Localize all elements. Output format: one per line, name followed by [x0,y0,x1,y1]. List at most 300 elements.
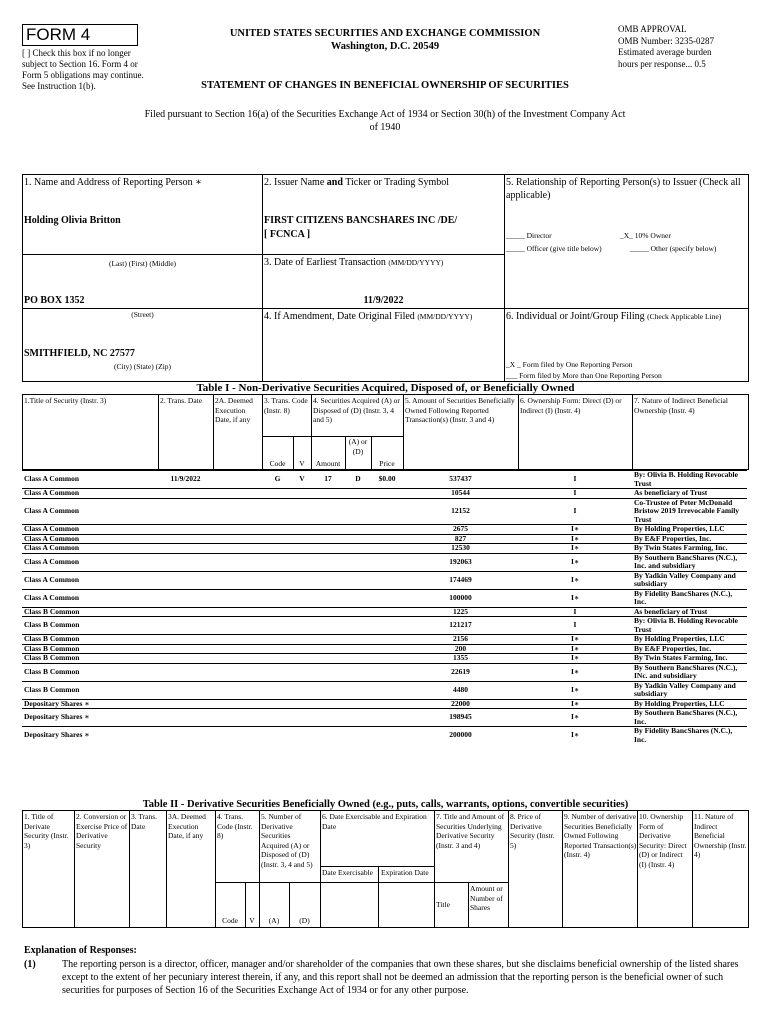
t2-sub-amount: Amount or Number of Shares [470,884,503,912]
row-title: Depositary Shares ∗ [22,699,158,709]
table-row [22,498,747,525]
row-code: G [262,471,293,489]
table-row [22,663,747,681]
row-form: I∗ [518,635,632,645]
t1-sub-code: Code [269,459,286,468]
row-price [371,663,403,681]
row-code [262,727,293,745]
table-row [22,635,747,645]
row-amount [311,571,345,589]
row-code [262,654,293,664]
t2-sub-v: V [249,916,255,925]
row-title: Class B Common [22,663,158,681]
row-nature: By Southern BancShares (N.C.), Inc. and subsidiary [632,553,747,571]
issuer-ticker: [ FCNCA ] [264,229,311,240]
t2-sub-d: (D) [299,916,310,925]
row-v [293,489,311,499]
row-v [293,663,311,681]
row-aord [345,727,371,745]
row-form: I [518,607,632,617]
t2-col5: 5. Number of Derivative Securities Acquired (A) or Disposed of (D) (Instr. 3, 4 and 5) [261,812,313,869]
row-v [293,617,311,635]
row-v [293,498,311,525]
row-code [262,571,293,589]
table-row [22,571,747,589]
row-v [293,709,311,727]
row-title: Class A Common [22,498,158,525]
row-title: Class A Common [22,525,158,535]
row-form: I∗ [518,589,632,607]
row-date [158,644,213,654]
row-code [262,553,293,571]
explanation-heading: Explanation of Responses: [24,945,137,956]
name-caption: (Last) (First) (Middle) [108,259,177,268]
row-date [158,525,213,535]
row-date [158,607,213,617]
street-caption: (Street) [131,310,154,319]
row-v [293,544,311,554]
row-amount [311,654,345,664]
row-aord [345,534,371,544]
row-aord [345,553,371,571]
row-owned: 1225 [403,607,518,617]
row-title: Class B Common [22,644,158,654]
row-nature: By Fidelity BancShares (N.C.), Inc. [632,727,747,745]
row-aord [345,498,371,525]
row-deemed [213,571,262,589]
row-owned: 198945 [403,709,518,727]
t2-sub-exp: Expiration Date [381,868,429,877]
row-owned: 192063 [403,553,518,571]
row-title: Class B Common [22,617,158,635]
t2-col8: 8. Price of Derivative Security (Instr. 5) [510,812,555,850]
row-deemed [213,489,262,499]
row-nature: As beneficiary of Trust [632,607,747,617]
row-title: Depositary Shares ∗ [22,709,158,727]
t2-col4: 4. Trans. Code (Instr. 8) [217,812,253,840]
row-form: I∗ [518,699,632,709]
box5-label: 5. Relationship of Reporting Person(s) to Issuer (Check all applicable) [506,177,741,201]
row-nature: By Holding Properties, LLC [632,635,747,645]
row-deemed [213,525,262,535]
box2-label [264,176,449,189]
city-state-zip: SMITHFIELD, NC 27577 [24,348,135,359]
row-deemed [213,699,262,709]
row-date [158,654,213,664]
row-code [262,644,293,654]
street-address: PO BOX 1352 [24,295,85,306]
box2-label-and: and [326,177,343,188]
row-form: I∗ [518,534,632,544]
row-aord [345,617,371,635]
row-v [293,571,311,589]
row-deemed [213,607,262,617]
form-title: FORM 4 [22,24,138,46]
row-form: I∗ [518,571,632,589]
row-owned: 174469 [403,571,518,589]
row-form: I [518,498,632,525]
row-nature: By Southern BancShares (N.C.), INc. and subsidiary [632,663,747,681]
row-nature: By E&F Properties, Inc. [632,644,747,654]
row-price [371,553,403,571]
row-code [262,498,293,525]
row-aord: D [345,471,371,489]
row-v [293,727,311,745]
row-v [293,607,311,617]
t1-sub-aord: (A) or (D) [348,437,368,456]
row-form: I∗ [518,644,632,654]
footnote-text: The reporting person is a director, officer, manager and/or shareholder of the companies that own these shares, but she disclaims beneficial ownership of the listed shares except to the extent of her pecuniary interest therein, if any, and this report shall not be deemed an admission that the reporting person is the beneficial owner of such securities for purposes of Section 16 of the Securities Exchange Act of 1934 or for any other purpose. [62,959,739,996]
filing-one-person: _X _ Form filed by One Reporting Person [506,360,633,369]
row-date [158,635,213,645]
omb-line: Estimated average burden [618,47,712,57]
row-deemed [213,617,262,635]
table2-title: Table II - Derivative Securities Beneficially Owned (e.g., puts, calls, warrants, options, convertible securities) [142,799,629,810]
row-v [293,699,311,709]
row-amount [311,699,345,709]
row-date [158,544,213,554]
t2-col11: 11. Nature of Indirect Beneficial Ownership (Instr. 4) [694,812,747,859]
row-title: Class B Common [22,607,158,617]
row-amount [311,709,345,727]
row-amount [311,663,345,681]
row-title: Class A Common [22,544,158,554]
row-nature: By Southern BancShares (N.C.), Inc. [632,709,747,727]
row-owned: 12152 [403,498,518,525]
row-nature: By E&F Properties, Inc. [632,534,747,544]
row-amount [311,589,345,607]
row-code [262,544,293,554]
box4-label [264,310,472,323]
t2-col9: 9. Number of derivative Securities Beneficially Owned Following Reported Transaction(s) (Instr. 4) [564,812,637,859]
row-date [158,498,213,525]
row-form: I∗ [518,663,632,681]
row-form: I [518,489,632,499]
row-v [293,644,311,654]
box4-format: (MM/DD/YYYY) [417,312,473,321]
row-deemed [213,663,262,681]
agency-block [175,27,595,53]
footnote-number: (1) [24,959,36,970]
row-v [293,553,311,571]
row-aord [345,607,371,617]
city-caption: (City) (State) (Zip) [113,362,172,371]
row-amount [311,534,345,544]
agency-name: UNITED STATES SECURITIES AND EXCHANGE COMMISSION [229,28,541,39]
row-form: I∗ [518,553,632,571]
row-amount [311,553,345,571]
row-title: Class A Common [22,471,158,489]
row-form: I [518,471,632,489]
row-price [371,525,403,535]
t1-col2: 2. Trans. Date [160,396,203,405]
t1-col2a: 2A. Deemed Execution Date, if any [215,396,253,424]
row-aord [345,635,371,645]
row-nature: By Yadkin Valley Company and subsidiary [632,681,747,699]
row-title: Class B Common [22,654,158,664]
row-v [293,534,311,544]
table-row [22,489,747,499]
row-v [293,589,311,607]
row-owned: 121217 [403,617,518,635]
t1-sub-v: V [299,459,305,468]
row-amount [311,489,345,499]
row-code [262,607,293,617]
row-code [262,709,293,727]
row-amount [311,635,345,645]
table-row [22,525,747,535]
row-aord [345,644,371,654]
box4-label-text: 4. If Amendment, Date Original Filed [264,311,415,322]
table1-body [22,470,747,744]
row-aord [345,525,371,535]
t2-sub-a: (A) [268,916,280,925]
row-nature: By Twin States Farming, Inc. [632,654,747,664]
row-form: I∗ [518,709,632,727]
row-owned: 200 [403,644,518,654]
row-amount [311,525,345,535]
row-price [371,635,403,645]
row-date [158,727,213,745]
row-code [262,525,293,535]
omb-line: hours per response... 0.5 [618,58,706,69]
box2-label-b: Ticker or Trading Symbol [345,177,450,188]
row-date [158,617,213,635]
filing-more-persons: ___ Form filed by More than One Reporting Person [506,371,662,380]
row-price: $0.00 [371,471,403,489]
row-title: Class A Common [22,589,158,607]
row-owned: 2675 [403,525,518,535]
row-nature: By: Olivia B. Holding Revocable Trust [632,617,747,635]
row-owned: 200000 [403,727,518,745]
row-price [371,617,403,635]
table-row [22,589,747,607]
row-amount [311,607,345,617]
row-code [262,534,293,544]
omb-line: OMB Number: 3235-0287 [618,35,714,46]
t1-sub-amount: Amount [315,459,341,468]
row-title: Class A Common [22,571,158,589]
row-aord [345,681,371,699]
omb-approval [618,24,758,70]
row-aord [345,709,371,727]
row-code [262,489,293,499]
row-nature: By Yadkin Valley Company and subsidiary [632,571,747,589]
t1-col1: 1.Title of Security (Instr. 3) [24,396,107,405]
relationship-other: _____ Other (specify below) [630,244,717,253]
row-deemed [213,534,262,544]
row-nature: By Holding Properties, LLC [632,525,747,535]
row-price [371,699,403,709]
row-price [371,709,403,727]
table-row [22,709,747,727]
row-date [158,534,213,544]
row-amount: 17 [311,471,345,489]
box2-label-a: 2. Issuer Name [264,177,325,188]
row-nature: Co-Trustee of Peter McDonald Bristow 2019 Irrevocable Family Trust [632,498,747,525]
row-v: V [293,471,311,489]
row-price [371,489,403,499]
row-aord [345,489,371,499]
row-title: Class A Common [22,534,158,544]
row-price [371,727,403,745]
row-date [158,553,213,571]
row-price [371,544,403,554]
row-deemed [213,681,262,699]
row-date: 11/9/2022 [158,471,213,489]
table-row [22,471,747,489]
row-owned: 12530 [403,544,518,554]
t2-col6: 6. Date Exercisable and Expiration Date [322,812,427,831]
row-amount [311,727,345,745]
check-box-note: [ ] Check this box if no longer subject to Section 16. Form 4 or Form 5 obligations may continue. See Instruction 1(b). [22,48,144,91]
issuer-name: FIRST CITIZENS BANCSHARES INC /DE/ [264,215,458,226]
row-price [371,571,403,589]
row-owned: 4480 [403,681,518,699]
row-price [371,654,403,664]
t1-col4: 4. Securities Acquired (A) or Disposed of (D) (Instr. 3, 4 and 5) [313,396,400,424]
row-nature: By: Olivia B. Holding Revocable Trust [632,471,747,489]
row-amount [311,498,345,525]
row-aord [345,571,371,589]
row-amount [311,644,345,654]
row-date [158,663,213,681]
t2-col2: 2. Conversion or Exercise Price of Derivative Security [76,812,128,850]
t2-col3a: 3A. Deemed Execution Date, if any [168,812,206,840]
table-row [22,681,747,699]
omb-line: OMB APPROVAL [618,24,687,34]
row-title: Class A Common [22,489,158,499]
row-title: Class B Common [22,681,158,699]
relationship-director: _____ Director [506,231,552,240]
t1-sub-price: Price [379,459,395,468]
row-code [262,663,293,681]
row-price [371,589,403,607]
row-v [293,635,311,645]
row-aord [345,663,371,681]
row-date [158,571,213,589]
row-price [371,498,403,525]
box3-label [264,256,443,269]
box6-note: (Check Applicable Line) [647,312,722,321]
row-date [158,699,213,709]
row-owned: 537437 [403,471,518,489]
row-nature: By Fidelity BancShares (N.C.), Inc. [632,589,747,607]
row-form: I∗ [518,654,632,664]
row-code [262,699,293,709]
row-date [158,589,213,607]
row-deemed [213,498,262,525]
row-deemed [213,644,262,654]
row-owned: 22000 [403,699,518,709]
t1-col7: 7. Nature of Indirect Beneficial Ownership (Instr. 4) [634,396,728,415]
row-date [158,489,213,499]
t2-sub-code: Code [222,916,238,925]
row-v [293,681,311,699]
row-owned: 2156 [403,635,518,645]
row-deemed [213,589,262,607]
row-owned: 827 [403,534,518,544]
t1-col3: 3. Trans. Code (Instr. 8) [264,396,308,415]
row-aord [345,699,371,709]
row-form: I∗ [518,681,632,699]
box3-format: (MM/DD/YYYY) [388,258,444,267]
row-deemed [213,553,262,571]
row-nature: As beneficiary of Trust [632,489,747,499]
row-owned: 10544 [403,489,518,499]
box3-label-text: 3. Date of Earliest Transaction [264,257,386,268]
box1-label: 1. Name and Address of Reporting Person ∗ [24,177,202,188]
row-deemed [213,635,262,645]
t2-col10: 10. Ownership Form of Derivative Security: Direct (D) or Indirect (I) (Instr. 4) [639,812,687,869]
box6-label-text: 6. Individual or Joint/Group Filing [506,311,645,322]
t2-col7: 7. Title and Amount of Securities Underlying Derivative Security (Instr. 3 and 4) [436,812,505,850]
table-row [22,654,747,664]
row-owned: 100000 [403,589,518,607]
t2-sub-title: Title [436,900,450,909]
row-deemed [213,544,262,554]
row-code [262,635,293,645]
row-title: Depositary Shares ∗ [22,727,158,745]
relationship-ten-pct: _X_ 10% Owner [620,231,671,240]
t1-col5: 5. Amount of Securities Beneficially Owned Following Reported Transaction(s) (Instr. 3 and 4) [405,396,515,424]
row-code [262,681,293,699]
reporting-person-name: Holding Olivia Britton [24,215,121,226]
row-deemed [213,471,262,489]
row-date [158,681,213,699]
row-nature: By Twin States Farming, Inc. [632,544,747,554]
statement-title: STATEMENT OF CHANGES IN BENEFICIAL OWNERSHIP OF SECURITIES [201,80,569,91]
t2-col3: 3. Trans. Date [131,812,158,831]
t1-col6: 6. Ownership Form: Direct (D) or Indirect (I) (Instr. 4) [520,396,622,415]
row-v [293,654,311,664]
row-v [293,525,311,535]
box6-label [506,310,748,323]
row-deemed [213,709,262,727]
row-form: I∗ [518,544,632,554]
row-price [371,644,403,654]
row-aord [345,544,371,554]
table-row [22,727,747,745]
row-aord [345,589,371,607]
row-price [371,607,403,617]
row-form: I∗ [518,727,632,745]
row-owned: 22619 [403,663,518,681]
row-owned: 1355 [403,654,518,664]
row-price [371,681,403,699]
row-deemed [213,727,262,745]
row-deemed [213,654,262,664]
t2-sub-date-ex: Date Exercisable [322,868,374,877]
row-code [262,617,293,635]
row-aord [345,654,371,664]
row-title: Class B Common [22,635,158,645]
row-price [371,534,403,544]
row-date [158,709,213,727]
earliest-transaction-date: 11/9/2022 [363,295,404,306]
row-nature: By Holding Properties, LLC [632,699,747,709]
agency-city: Washington, D.C. 20549 [330,41,440,52]
row-amount [311,544,345,554]
row-form: I [518,617,632,635]
table-row [22,553,747,571]
table-row [22,544,747,554]
table-row [22,617,747,635]
row-title: Class A Common [22,553,158,571]
row-amount [311,681,345,699]
table1-title: Table I - Non-Derivative Securities Acquired, Disposed of, or Beneficially Owned [196,382,575,394]
row-amount [311,617,345,635]
